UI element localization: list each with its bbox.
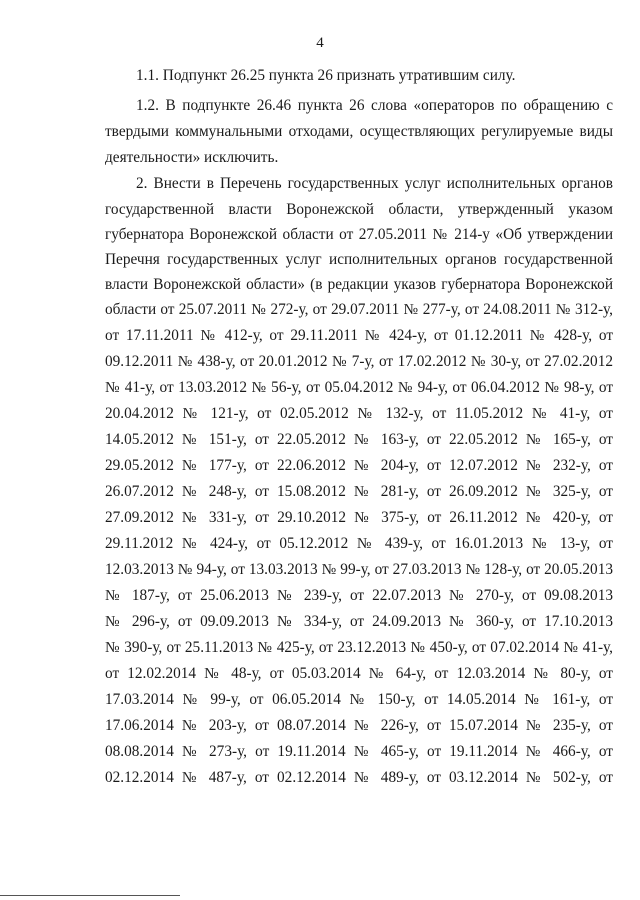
text-line-11: от 17.11.2011 № 412-у, от 29.11.2011 № 424-у, от 01.12.2011 № 428-у, от: [105, 327, 613, 344]
text-line-9: власти Воронежской области» (в редакции указов губернатора Воронежской: [105, 276, 613, 293]
text-line-21: № 187-у, от 25.06.2013 № 239-у, от 22.07.2013 № 270-у, от 09.08.2013: [105, 587, 613, 604]
text-line-28: 02.12.2014 № 487-у, от 02.12.2014 № 489-у, от 03.12.2014 № 502-у, от: [105, 769, 613, 786]
text-line-26: 17.06.2014 № 203-у, от 08.07.2014 № 226-у, от 15.07.2014 № 235-у, от: [105, 717, 613, 734]
text-line-18: 27.09.2012 № 331-у, от 29.10.2012 № 375-у, от 26.11.2012 № 420-у, от: [105, 509, 613, 526]
text-line-7: губернатора Воронежской области от 27.05.2011 № 214-у «Об утверждении: [105, 226, 613, 243]
text-line-13: № 41-у, от 13.03.2012 № 56-у, от 05.04.2012 № 94-у, от 06.04.2012 № 98-у, от: [105, 379, 613, 396]
text-line-6: государственной власти Воронежской области, утвержденный указом: [105, 201, 613, 218]
text-line-12: 09.12.2011 № 438-у, от 20.01.2012 № 7-у, от 17.02.2012 № 30-у, от 27.02.2012: [105, 353, 613, 370]
text-line-19: 29.11.2012 № 424-у, от 05.12.2012 № 439-у, от 16.01.2013 № 13-у, от: [105, 535, 613, 552]
page-number: 4: [316, 35, 324, 51]
text-line-14: 20.04.2012 № 121-у, от 02.05.2012 № 132-у, от 11.05.2012 № 41-у, от: [105, 405, 613, 422]
text-line-23: № 390-у, от 25.11.2013 № 425-у, от 23.12.2013 № 450-у, от 07.02.2014 № 41-у,: [105, 639, 613, 656]
text-line-20: 12.03.2013 № 94-у, от 13.03.2013 № 99-у, от 27.03.2013 № 128-у, от 20.05.2013: [105, 561, 613, 578]
text-line-17: 26.07.2012 № 248-у, от 15.08.2012 № 281-у, от 26.09.2012 № 325-у, от: [105, 483, 613, 500]
text-line-16: 29.05.2012 № 177-у, от 22.06.2012 № 204-у, от 12.07.2012 № 232-у, от: [105, 457, 613, 474]
text-line-10: области от 25.07.2011 № 272-у, от 29.07.2011 № 277-у, от 24.08.2011 № 312-у,: [105, 301, 613, 318]
text-line-24: от 12.02.2014 № 48-у, от 05.03.2014 № 64-у, от 12.03.2014 № 80-у, от: [105, 665, 613, 682]
text-line-15: 14.05.2012 № 151-у, от 22.05.2012 № 163-у, от 22.05.2012 № 165-у, от: [105, 431, 613, 448]
text-line-5: 2. Внести в Перечень государственных услуг исполнительных органов: [136, 175, 613, 192]
text-line-4: деятельности» исключить.: [105, 149, 279, 166]
text-line-27: 08.08.2014 № 273-у, от 19.11.2014 № 465-у, от 19.11.2014 № 466-у, от: [105, 743, 613, 760]
text-line-3: твердыми коммунальными отходами, осуществляющих регулируемые виды: [105, 123, 613, 140]
text-line-2: 1.2. В подпункте 26.46 пункта 26 слова «операторов по обращению с: [136, 97, 613, 114]
text-line-25: 17.03.2014 № 99-у, от 06.05.2014 № 150-у, от 14.05.2014 № 161-у, от: [105, 691, 613, 708]
text-line-1: 1.1. Подпункт 26.25 пункта 26 признать утратившим силу.: [136, 67, 516, 84]
text-line-22: № 296-у, от 09.09.2013 № 334-у, от 24.09.2013 № 360-у, от 17.10.2013: [105, 613, 613, 630]
footer-rule: [0, 895, 180, 896]
text-line-8: Перечня государственных услуг исполнительных органов государственной: [105, 251, 613, 268]
